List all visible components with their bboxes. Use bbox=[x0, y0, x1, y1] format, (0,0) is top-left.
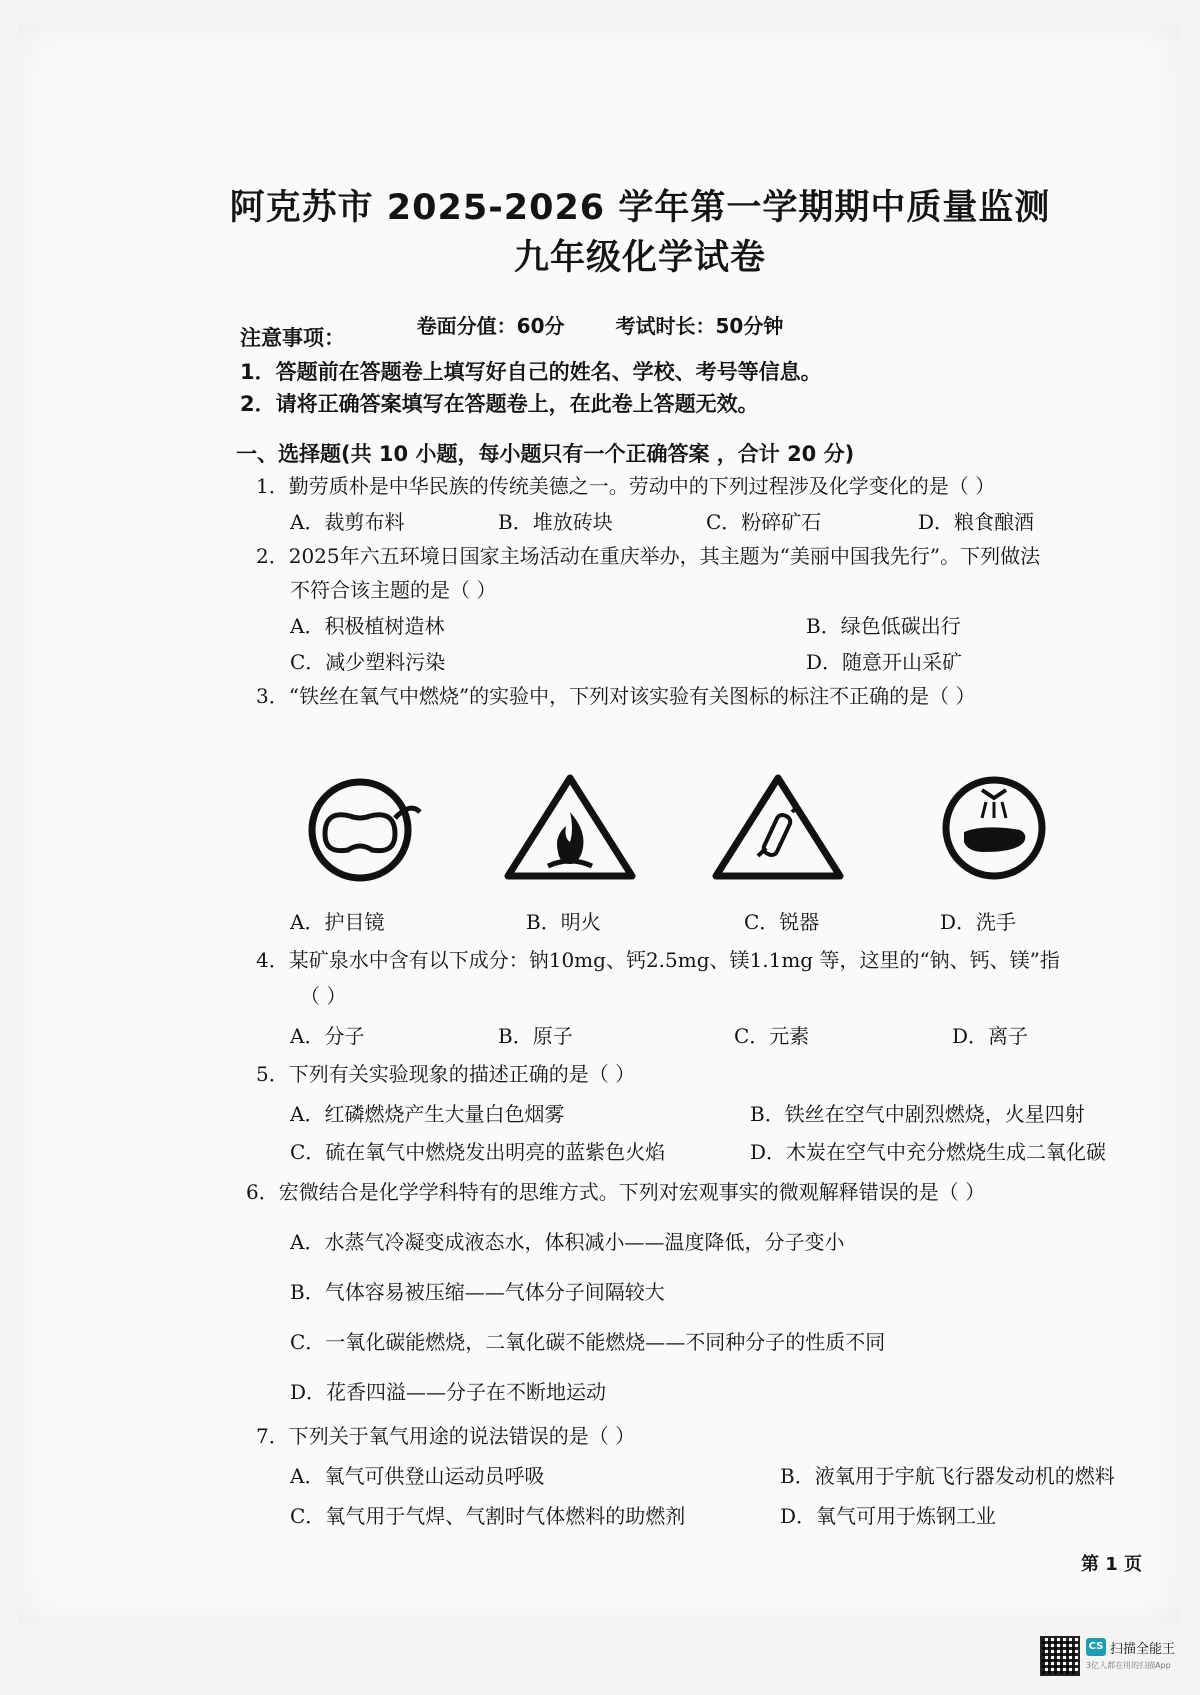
scanner-tagline: 3亿人都在用的扫描App bbox=[1086, 1661, 1171, 1670]
option-c: C．硫在氧气中燃烧发出明亮的蓝紫色火焰 bbox=[290, 1140, 666, 1164]
question-stem-cont: （ ） bbox=[300, 984, 347, 1008]
option-d: D．花香四溢——分子在不断地运动 bbox=[290, 1380, 607, 1404]
option-b: B．液氧用于宇航飞行器发动机的燃料 bbox=[780, 1464, 1115, 1488]
option-b: B．气体容易被压缩——气体分子间隔较大 bbox=[290, 1280, 665, 1304]
option-d: D．木炭在空气中充分燃烧生成二氧化碳 bbox=[750, 1140, 1107, 1164]
question-stem: 5．下列有关实验现象的描述正确的是（ ） bbox=[256, 1062, 636, 1086]
option-d: D．随意开山采矿 bbox=[806, 650, 963, 674]
page-number: 第 1 页 bbox=[1080, 1554, 1142, 1575]
option-c: C．元素 bbox=[734, 1024, 810, 1048]
option-c: C．一氧化碳能燃烧，二氧化碳不能燃烧——不同种分子的性质不同 bbox=[290, 1330, 886, 1354]
question-stem: 2．2025年六五环境日国家主场活动在重庆举办，其主题为“美丽中国我先行”。下列做法 bbox=[256, 544, 1041, 568]
option-a: A．分子 bbox=[290, 1024, 365, 1048]
scanner-name: 扫描全能王 bbox=[1110, 1642, 1176, 1657]
goggles-icon bbox=[290, 772, 430, 882]
time-info: 考试时长：50分钟 bbox=[615, 314, 784, 338]
option-c: C．锐器 bbox=[744, 910, 820, 934]
option-d: D．洗手 bbox=[940, 910, 1017, 934]
question-stem-cont: 不符合该主题的是（ ） bbox=[290, 578, 497, 602]
option-c: C．减少塑料污染 bbox=[290, 650, 446, 674]
cs-logo-icon: CS bbox=[1086, 1638, 1106, 1656]
question-stem: 4．某矿泉水中含有以下成分：钠10mg、钙2.5mg、镁1.1mg 等，这里的“钠、钙、镁”指 bbox=[256, 948, 1060, 972]
question-stem: 7．下列关于氧气用途的说法错误的是（ ） bbox=[256, 1424, 636, 1448]
option-b: B．堆放砖块 bbox=[498, 510, 613, 534]
qr-code-icon bbox=[1040, 1636, 1080, 1676]
section-heading: 一、选择题(共 10 小题，每小题只有一个正确答案 ，合计 20 分) bbox=[236, 442, 855, 466]
option-c: C．氧气用于气焊、气割时气体燃料的助燃剂 bbox=[290, 1504, 686, 1528]
option-a: A．氧气可供登山运动员呼吸 bbox=[290, 1464, 545, 1488]
question-stem: 6．宏微结合是化学学科特有的思维方式。下列对宏观事实的微观解释错误的是（ ） bbox=[246, 1180, 986, 1204]
option-b: B．明火 bbox=[526, 910, 601, 934]
option-a: A．护目镜 bbox=[290, 910, 385, 934]
option-b: B．铁丝在空气中剧烈燃烧，火星四射 bbox=[750, 1102, 1085, 1126]
exam-info bbox=[0, 310, 1200, 339]
flame-icon bbox=[500, 772, 640, 882]
option-d: D．粮食酿酒 bbox=[918, 510, 1035, 534]
option-d: D．氧气可用于炼钢工业 bbox=[780, 1504, 997, 1528]
scanner-watermark bbox=[1040, 1636, 1200, 1680]
option-c: C．粉碎矿石 bbox=[706, 510, 822, 534]
notice-item: 2．请将正确答案填写在答题卷上，在此卷上答题无效。 bbox=[240, 392, 759, 416]
option-a: A．积极植树造林 bbox=[290, 614, 445, 638]
option-a: A．红磷燃烧产生大量白色烟雾 bbox=[290, 1102, 565, 1126]
notice-item: 1．答题前在答题卷上填写好自己的姓名、学校、考号等信息。 bbox=[240, 360, 822, 384]
question-stem: 3．“铁丝在氧气中燃烧”的实验中，下列对该实验有关图标的标注不正确的是（ ） bbox=[256, 684, 976, 708]
wash-hands-icon bbox=[924, 772, 1064, 882]
exam-title: 阿克苏市 2025-2026 学年第一学期期中质量监测 bbox=[229, 188, 1051, 228]
exam-subtitle: 九年级化学试卷 bbox=[513, 238, 766, 278]
score-info: 卷面分值：60分 bbox=[416, 314, 565, 338]
notice-heading: 注意事项： bbox=[240, 326, 345, 350]
sharp-object-icon bbox=[708, 772, 848, 882]
option-a: A．水蒸气冷凝变成液态水，体积减小——温度降低，分子变小 bbox=[290, 1230, 845, 1254]
option-b: B．原子 bbox=[498, 1024, 573, 1048]
option-a: A．裁剪布料 bbox=[290, 510, 405, 534]
question-stem: 1．勤劳质朴是中华民族的传统美德之一。劳动中的下列过程涉及化学变化的是（ ） bbox=[256, 474, 996, 498]
option-d: D．离子 bbox=[952, 1024, 1029, 1048]
option-b: B．绿色低碳出行 bbox=[806, 614, 961, 638]
